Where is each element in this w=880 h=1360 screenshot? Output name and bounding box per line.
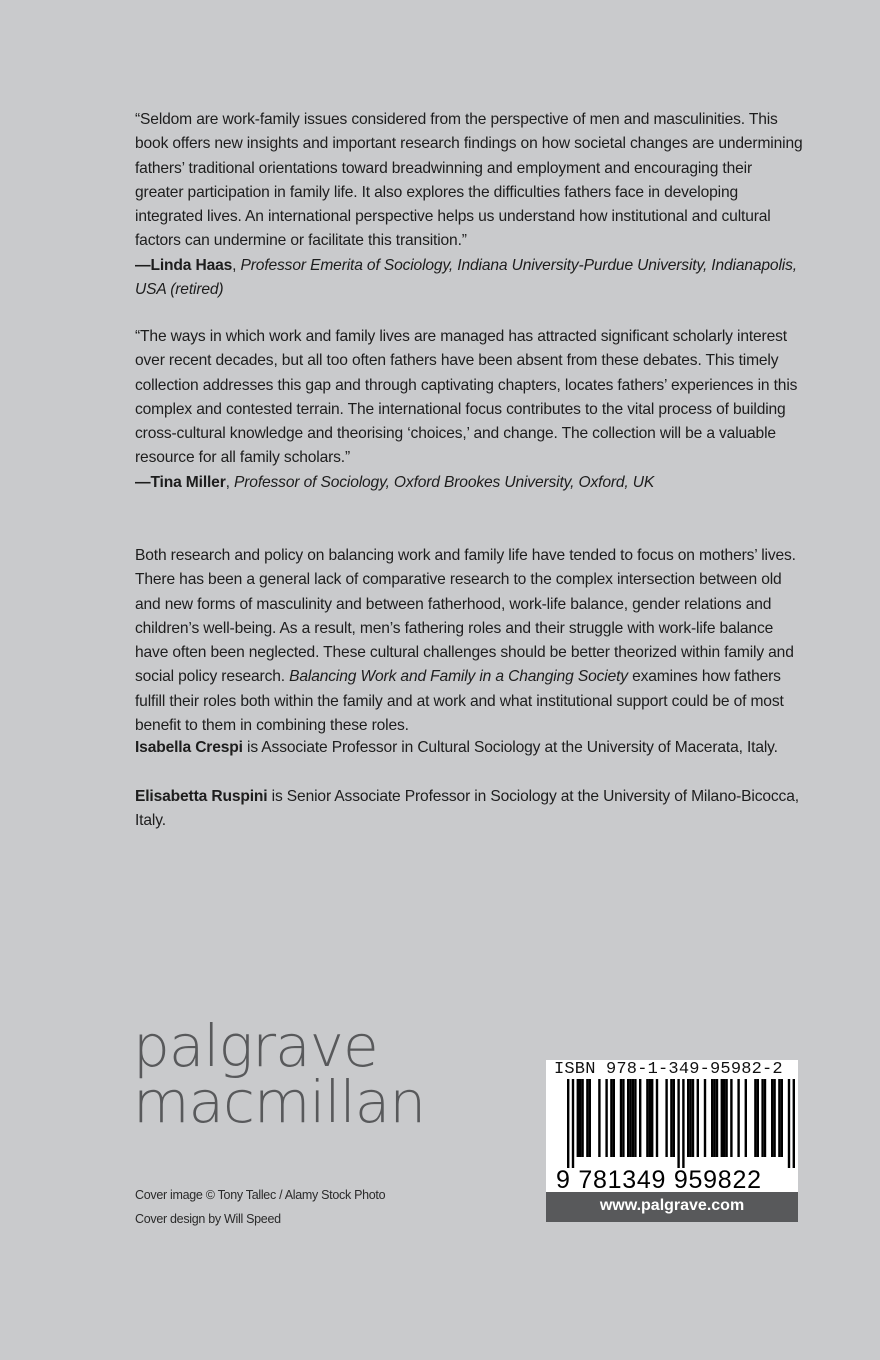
cover-design-credit: Cover design by Will Speed bbox=[135, 1212, 281, 1226]
publisher-website: www.palgrave.com bbox=[546, 1192, 798, 1222]
endorsement-quote: “The ways in which work and family lives are managed has attracted significant scholarly interest over recent decades, but all too often fathers have been absent from these debates. This timely collection addresses this gap and through captivating chapters, locates fathers’ experiences in this complex and contested terrain. The international focus contributes to the vital process of building cross-cultural knowledge and theorising ‘choices,’ and change. The collection will be a valuable resource for all family scholars.” bbox=[135, 328, 798, 467]
barcode-bar bbox=[716, 1079, 718, 1157]
barcode-bar bbox=[634, 1079, 636, 1157]
barcode-bar bbox=[754, 1079, 756, 1157]
barcode-bar bbox=[677, 1079, 679, 1168]
barcode-bar bbox=[692, 1079, 694, 1157]
author-bio-ruspini bbox=[135, 785, 803, 834]
cover-image-credit: Cover image © Tony Tallec / Alamy Stock Photo bbox=[135, 1188, 386, 1202]
barcode-bar bbox=[704, 1079, 706, 1157]
barcode-bar bbox=[651, 1079, 653, 1157]
barcode-bar bbox=[670, 1079, 672, 1157]
barcode-bar bbox=[725, 1079, 727, 1157]
barcode-bar bbox=[649, 1079, 651, 1157]
barcode-bar bbox=[723, 1079, 725, 1157]
barcode-bar bbox=[577, 1079, 579, 1157]
barcode-bar bbox=[745, 1079, 747, 1157]
endorser-name: —Tina Miller bbox=[135, 473, 226, 491]
endorsement-quote: “Seldom are work-family issues considered from the perspective of men and masculinities. This book offers new insights and important research findings on how societal changes are undermining fathers’ traditional orientations toward breadwinning and employment and encouraging their greater participation in family life. It also explores the difficulties fathers face in developing integrated lives. An international perspective helps us understand how institutional and cultural factors can undermine or facilitate this transition.” bbox=[135, 111, 803, 250]
barcode-bar bbox=[773, 1079, 775, 1157]
barcode-bar bbox=[665, 1079, 667, 1157]
barcode-bar bbox=[605, 1079, 607, 1157]
book-blurb bbox=[135, 544, 803, 738]
barcode-bar bbox=[771, 1079, 773, 1157]
book-title: Balancing Work and Family in a Changing Society bbox=[289, 668, 628, 686]
barcode-bar bbox=[711, 1079, 713, 1157]
barcode-bar bbox=[622, 1079, 624, 1157]
barcode-bar bbox=[737, 1079, 739, 1157]
endorsement-haas: “Seldom are work-family issues considered from the perspective of men and masculinities. This book offers new insights and important research findings on how societal changes are undermining fathers’ traditional orientations toward breadwinning and employment and encouraging their greater participation in family life. It also explores the difficulties fathers face in developing integrated lives. An international perspective helps us understand how institutional and cultural factors can undermine or facilitate this transition.” —Linda Haas, Professor Emerita of Sociology, Indiana University-Purdue University, Indianapolis, USA (retired) bbox=[135, 108, 803, 302]
barcode-bar bbox=[713, 1079, 715, 1157]
barcode-bar bbox=[567, 1079, 569, 1168]
barcode-bar bbox=[793, 1079, 795, 1168]
endorsement-miller: “The ways in which work and family lives are managed has attracted significant scholarly interest over recent decades, but all too often fathers have been absent from these debates. This timely collection addresses this gap and through captivating chapters, locates fathers’ experiences in this complex and contested terrain. The international focus contributes to the vital process of building cross-cultural knowledge and theorising ‘choices,’ and change. The collection will be a valuable resource for all family scholars.” —Tina Miller, Professor of Sociology, Oxford Brookes University, Oxford, UK bbox=[135, 325, 803, 495]
barcode-bar bbox=[788, 1079, 790, 1168]
barcode-bar bbox=[579, 1079, 581, 1157]
barcode-bar bbox=[757, 1079, 759, 1157]
logo-line-1: palgrave bbox=[133, 1012, 378, 1080]
blurb-text: Both research and policy on balancing work and family life have tended to focus on mothers’ lives. There has been a general lack of comparative research to the complex intersection between old and new forms of masculinity and between fatherhood, work-life balance, gender relations and children’s well-being. As a result, men’s fathering roles and their struggle with work-life balance have often been neglected. These cultural challenges should be better theorized within family and social policy research. bbox=[135, 547, 796, 686]
author-bio-crespi bbox=[135, 736, 803, 760]
barcode-bar bbox=[689, 1079, 691, 1157]
author-name: Isabella Crespi bbox=[135, 739, 243, 756]
barcode-bar bbox=[687, 1079, 689, 1157]
endorser-affiliation: Professor Emerita of Sociology, Indiana University-Purdue University, Indianapolis, USA (retired) bbox=[135, 256, 797, 299]
barcode-bar bbox=[598, 1079, 600, 1157]
publisher-logo bbox=[133, 1012, 426, 1136]
barcode-bar bbox=[781, 1079, 783, 1157]
barcode-bar bbox=[697, 1079, 699, 1157]
isbn-label: ISBN 978-1-349-95982-2 bbox=[554, 1060, 783, 1079]
barcode-bar bbox=[761, 1079, 763, 1157]
barcode-bar bbox=[730, 1079, 732, 1157]
barcode-bar bbox=[632, 1079, 634, 1157]
barcode-bar bbox=[581, 1079, 583, 1157]
barcode-bar bbox=[610, 1079, 612, 1157]
author-name: Elisabetta Ruspini bbox=[135, 788, 268, 805]
barcode-bar bbox=[627, 1079, 629, 1157]
barcode-bar bbox=[629, 1079, 631, 1157]
barcode-bar bbox=[639, 1079, 641, 1157]
barcode-bar bbox=[764, 1079, 766, 1157]
barcode-bar bbox=[589, 1079, 591, 1157]
author-bio: is Senior Associate Professor in Sociology at the University of Milano-Bicocca, Italy. bbox=[135, 788, 799, 830]
blurb-text: examines how fathers fulfill their roles both within the family and at work and what institutional support could be of most benefit to them in combining these roles. bbox=[135, 668, 784, 735]
barcode-bar bbox=[586, 1079, 588, 1157]
barcode-bar bbox=[613, 1079, 615, 1157]
barcode bbox=[546, 1060, 798, 1192]
barcode-bar bbox=[721, 1079, 723, 1157]
logo-line-2: macmillan bbox=[133, 1068, 426, 1136]
barcode-bar bbox=[656, 1079, 658, 1157]
barcode-bar bbox=[673, 1079, 675, 1157]
cover-credits bbox=[135, 1183, 385, 1231]
barcode-bar bbox=[682, 1079, 684, 1168]
endorser-affiliation: Professor of Sociology, Oxford Brookes University, Oxford, UK bbox=[234, 473, 655, 491]
barcode-bar bbox=[778, 1079, 780, 1157]
barcode-bar bbox=[620, 1079, 622, 1157]
endorser-name: —Linda Haas bbox=[135, 256, 233, 274]
barcode-digits: 9 781349 959822 bbox=[556, 1166, 761, 1192]
barcode-bar bbox=[572, 1079, 574, 1168]
isbn-barcode-block bbox=[546, 1060, 798, 1222]
barcode-bar bbox=[646, 1079, 648, 1157]
author-bio: is Associate Professor in Cultural Sociology at the University of Macerata, Italy. bbox=[242, 739, 778, 756]
